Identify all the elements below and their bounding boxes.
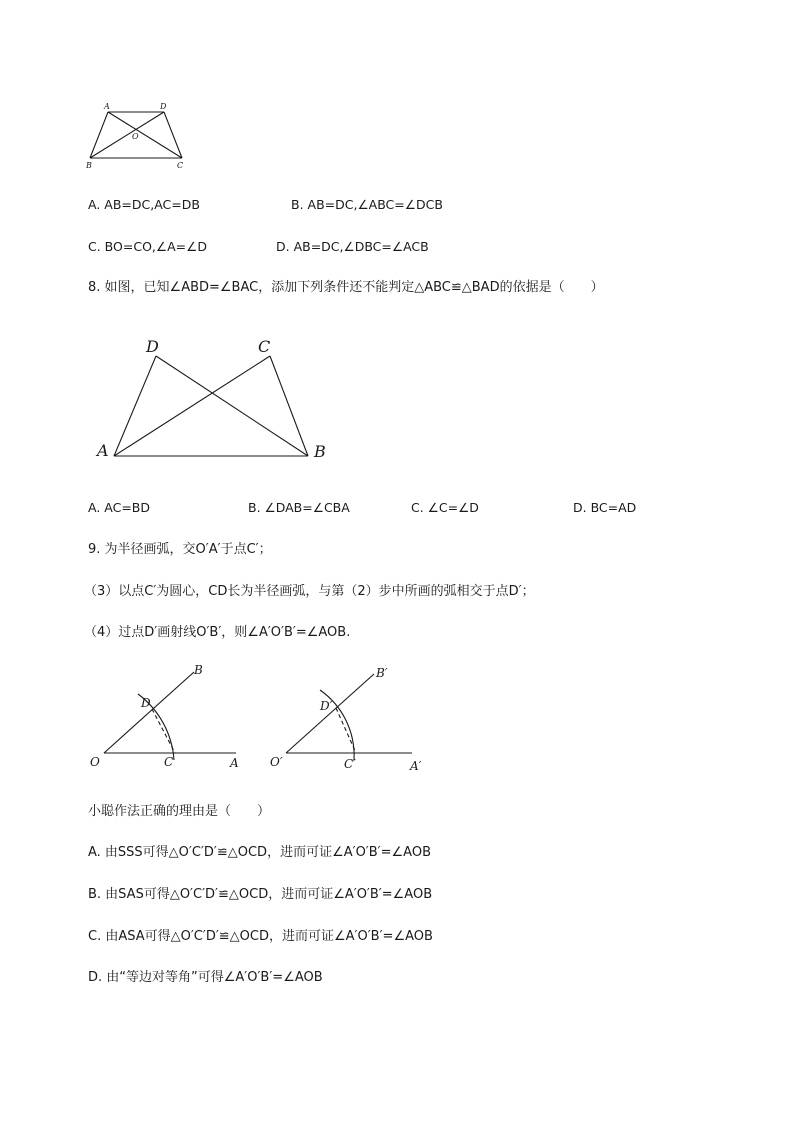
q8-option-c: C. ∠C=∠D xyxy=(411,500,479,515)
segment-ac xyxy=(108,112,182,158)
label-o-prime: O′ xyxy=(270,755,283,769)
label-c-prime: C′ xyxy=(344,757,356,771)
q9-option-c: C. 由ASA可得△O′C′D′≌△OCD，进而可证∠A′O′B′=∠AOB xyxy=(88,929,433,944)
label-d: D xyxy=(146,337,159,356)
label-b: B xyxy=(194,663,203,677)
label-d: D xyxy=(160,102,167,111)
q9-question: 小聪作法正确的理由是（ ） xyxy=(88,804,271,819)
q9-step-3: （3）以点C′为圆心，CD长为半径画弧，与第（2）步中所画的弧相交于点D′； xyxy=(84,584,535,599)
q7-option-b: B. AB=DC,∠ABC=∠DCB xyxy=(291,197,443,212)
q8-option-a: A. AC=BD xyxy=(88,500,151,515)
segment-ac xyxy=(114,356,270,456)
q7-option-c: C. BO=CO,∠A=∠D xyxy=(88,239,207,254)
label-c: C xyxy=(177,161,184,170)
label-a: A xyxy=(104,102,110,111)
label-d: D xyxy=(141,696,151,710)
label-d-prime: D′ xyxy=(320,699,333,713)
q9-step-4: （4）过点D′画射线O′B′，则∠A′O′B′=∠AOB. xyxy=(84,625,351,640)
label-c: C xyxy=(258,337,271,356)
q8-stem: 8. 如图，已知∠ABD=∠BAC，添加下列条件还不能判定△ABC≌△BAD的依据是（ ） xyxy=(88,280,604,295)
q9-line-1: 9. 为半径画弧，交O′A′于点C′； xyxy=(88,542,272,557)
ray-o-prime-b-prime xyxy=(286,674,374,753)
ray-ob xyxy=(104,672,194,753)
label-b-prime: B′ xyxy=(376,666,388,680)
q9-option-b: B. 由SAS可得△O′C′D′≌△OCD，进而可证∠A′O′B′=∠AOB xyxy=(88,887,433,902)
segment-ad xyxy=(114,356,156,456)
q7-option-d: D. AB=DC,∠DBC=∠ACB xyxy=(276,239,429,254)
label-a: A xyxy=(230,756,239,770)
q8-option-d: D. BC=AD xyxy=(573,500,637,515)
label-o: O xyxy=(90,755,100,769)
q7-option-a: A. AB=DC,AC=DB xyxy=(88,197,200,212)
segment-cd-dashed xyxy=(152,709,175,753)
q9-option-d: D. 由“等边对等角”可得∠A′O′B′=∠AOB xyxy=(88,970,323,985)
segment-db xyxy=(90,112,164,158)
segment-cb xyxy=(270,356,308,456)
label-c: C xyxy=(164,755,174,769)
segment-dc xyxy=(164,112,182,158)
figure-angle-a-prime-o-prime-b-prime xyxy=(266,660,436,780)
figure-angle-aob xyxy=(86,660,256,780)
segment-ab xyxy=(90,112,108,158)
label-a: A xyxy=(97,441,109,460)
label-o: O xyxy=(132,132,139,141)
figure-triangles-abc-abd xyxy=(92,334,342,469)
label-b: B xyxy=(314,442,326,461)
label-a-prime: A′ xyxy=(410,759,422,773)
label-b: B xyxy=(86,161,92,170)
figure-quad-abcd-small xyxy=(84,100,194,175)
q8-option-b: B. ∠DAB=∠CBA xyxy=(248,500,350,515)
q9-option-a: A. 由SSS可得△O′C′D′≌△OCD，进而可证∠A′O′B′=∠AOB xyxy=(88,845,431,860)
segment-c-prime-d-prime-dashed xyxy=(336,708,356,753)
segment-db xyxy=(156,356,308,456)
